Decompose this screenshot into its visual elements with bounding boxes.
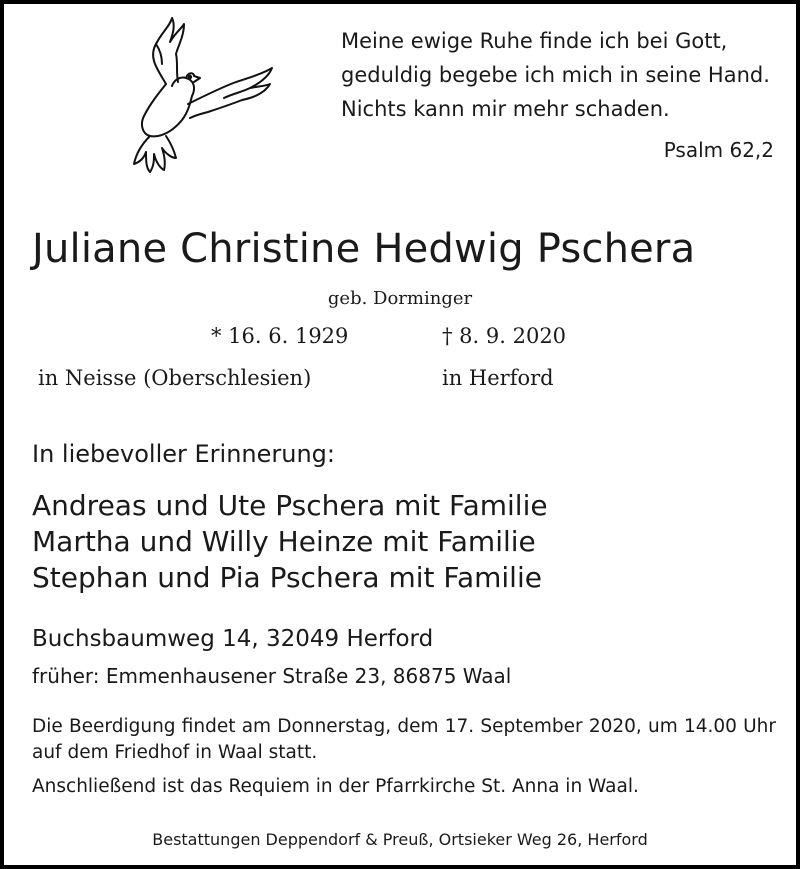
undertaker-info: Bestattungen Deppendorf & Preuß, Ortsieker Weg 26, Herford (152, 830, 648, 849)
requiem-details: Anschließend ist das Requiem in der Pfarrkirche St. Anna in Waal. (32, 776, 639, 797)
mourner-family: Martha und Willy Heinze mit Familie (32, 525, 536, 558)
mourners-list (32, 488, 548, 596)
dove-icon (100, 12, 284, 180)
death-place: in Herford (442, 366, 554, 390)
current-address: Buchsbaumweg 14, 32049 Herford (32, 626, 434, 652)
maiden-name: geb. Dorminger (327, 288, 473, 309)
mourner-family: Andreas und Ute Pschera mit Familie (32, 489, 548, 522)
former-address: früher: Emmenhausener Straße 23, 86875 Waal (32, 664, 512, 688)
death-date: † 8. 9. 2020 (442, 324, 567, 348)
birth-place: in Neisse (Oberschlesien) (38, 366, 312, 390)
birth-date: * 16. 6. 1929 (211, 324, 349, 348)
obituary-notice (4, 4, 796, 865)
mourner-family: Stephan und Pia Pschera mit Familie (32, 561, 542, 594)
bible-verse (341, 24, 770, 126)
verse-line: geduldig begebe ich mich in seine Hand. (341, 63, 770, 87)
verse-reference: Psalm 62,2 (663, 138, 774, 162)
mourners-intro: In liebevoller Erinnerung: (32, 440, 335, 468)
verse-line: Meine ewige Ruhe finde ich bei Gott, (341, 29, 728, 53)
deceased-name: Juliane Christine Hedwig Pschera (32, 226, 696, 272)
funeral-details: Die Beerdigung findet am Donnerstag, dem 17. September 2020, um 14.00 Uhr auf dem Friedhof in Waal statt. (32, 716, 776, 763)
verse-line: Nichts kann mir mehr schaden. (341, 97, 670, 121)
